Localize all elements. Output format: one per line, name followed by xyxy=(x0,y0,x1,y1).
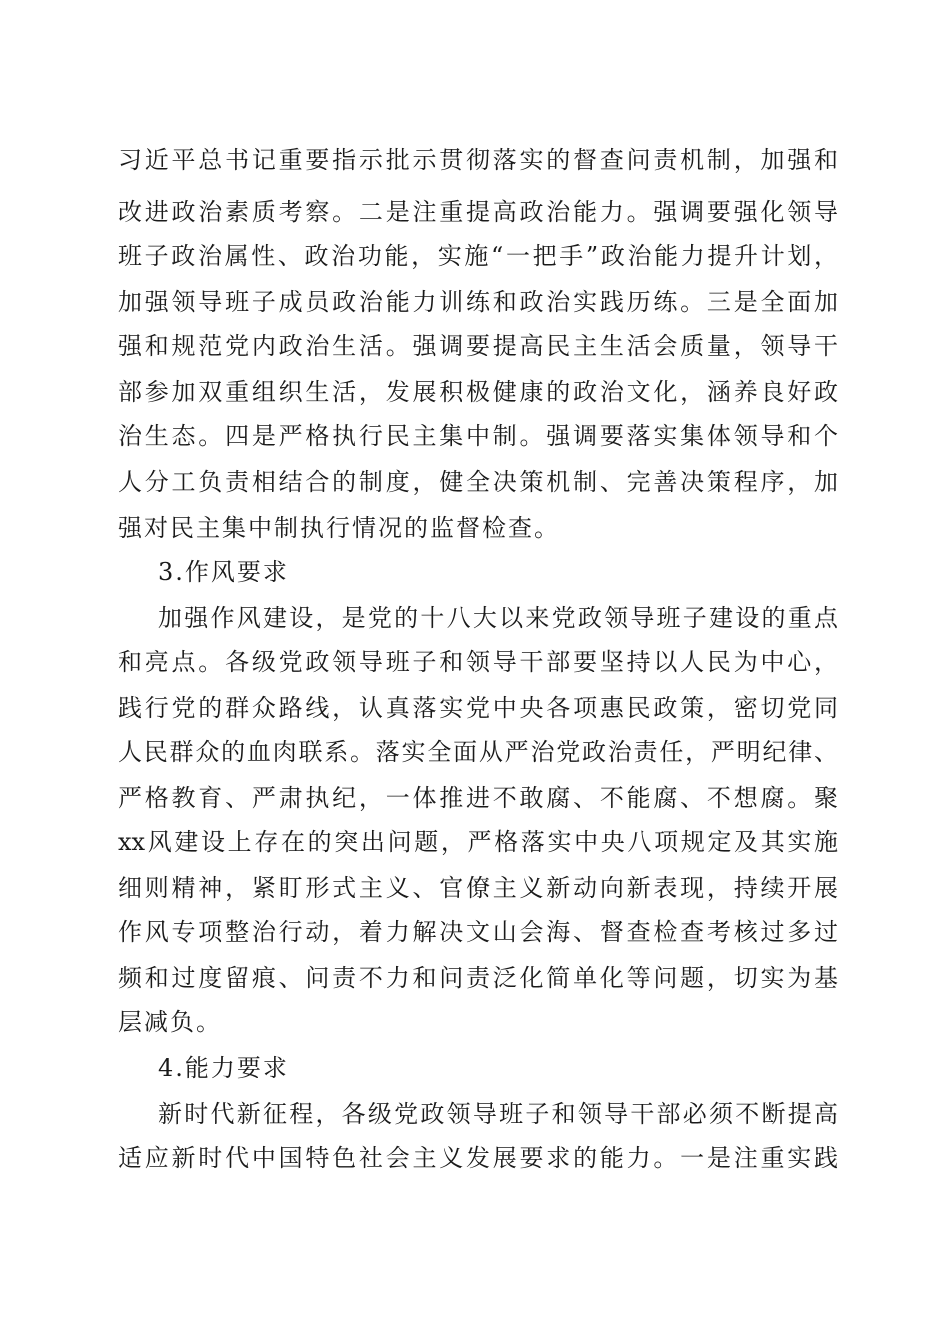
paragraph-line: 践行党的群众路线，认真落实党中央各项惠民政策，密切党同 xyxy=(118,694,838,722)
paragraph-line: 层减负。 xyxy=(118,1008,222,1036)
paragraph-line: 频和过度留痕、问责不力和问责泛化简单化等问题，切实为基 xyxy=(118,964,838,992)
paragraph-line: 加强作风建设，是党的十八大以来党政领导班子建设的重点 xyxy=(158,604,838,632)
paragraph-line: 改进政治素质考察。二是注重提高政治能力。强调要强化领导 xyxy=(118,198,838,226)
paragraph-line: 作风专项整治行动，着力解决文山会海、督查检查考核过多过 xyxy=(118,918,838,946)
paragraph-line: 强对民主集中制执行情况的监督检查。 xyxy=(118,514,560,542)
paragraph-line: 适应新时代中国特色社会主义发展要求的能力。一是注重实践 xyxy=(118,1144,838,1172)
paragraph-line: 部参加双重组织生活，发展积极健康的政治文化，涵养良好政 xyxy=(118,378,838,406)
paragraph-line: 强和规范党内政治生活。强调要提高民主生活会质量，领导干 xyxy=(118,332,838,360)
paragraph-line: 人分工负责相结合的制度，健全决策机制、完善决策程序，加 xyxy=(118,468,838,496)
paragraph-line: 新时代新征程，各级党政领导班子和领导干部必须不断提高 xyxy=(158,1100,838,1128)
paragraph-line: 加强领导班子成员政治能力训练和政治实践历练。三是全面加 xyxy=(118,288,838,316)
paragraph-line: 习近平总书记重要指示批示贯彻落实的督查问责机制，加强和 xyxy=(118,146,838,174)
paragraph-line: 班子政治属性、政治功能，实施“一把手”政治能力提升计划， xyxy=(118,242,838,270)
paragraph-line: 严格教育、严肃执纪，一体推进不敢腐、不能腐、不想腐。聚 xyxy=(118,784,838,812)
section-heading-style: 3.作风要求 xyxy=(158,558,289,586)
paragraph-line: xx风建设上存在的突出问题，严格落实中央八项规定及其实施 xyxy=(118,828,838,856)
paragraph-line: 治生态。四是严格执行民主集中制。强调要落实集体领导和个 xyxy=(118,422,838,450)
paragraph-line: 细则精神，紧盯形式主义、官僚主义新动向新表现，持续开展 xyxy=(118,874,838,902)
section-heading-ability: 4.能力要求 xyxy=(158,1054,289,1082)
paragraph-line: 人民群众的血肉联系。落实全面从严治党政治责任，严明纪律、 xyxy=(118,738,838,766)
paragraph-line: 和亮点。各级党政领导班子和领导干部要坚持以人民为中心， xyxy=(118,648,838,676)
